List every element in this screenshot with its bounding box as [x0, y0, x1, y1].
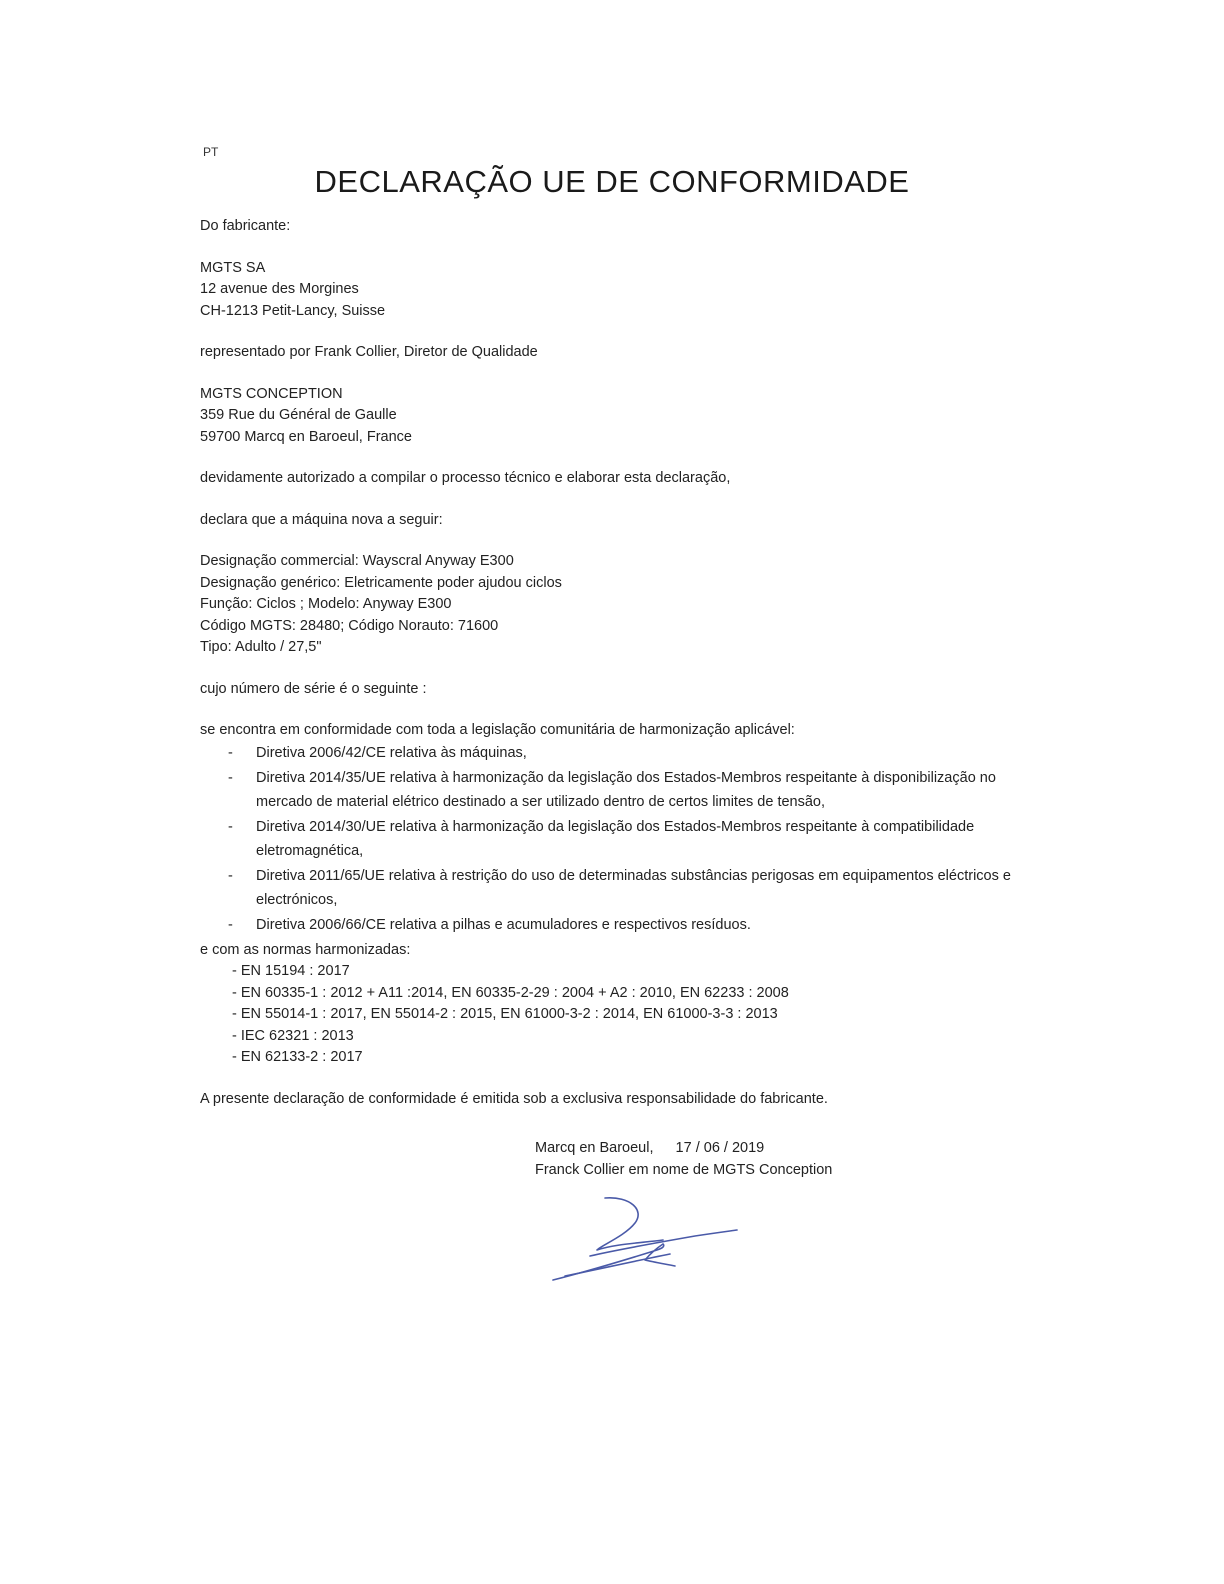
representative-address	[200, 384, 1030, 449]
directive-item: - Diretiva 2011/65/UE relativa à restrição do uso de determinadas substâncias perigosas em equipamentos eléctricos e electrónicos,	[228, 868, 1011, 908]
represented-by: representado por Frank Collier, Diretor de Qualidade	[200, 344, 538, 360]
generic-designation: Designação genérico: Eletricamente poder ajudou ciclos	[200, 574, 562, 591]
serial-number-text: cujo número de série é o seguinte :	[200, 680, 427, 697]
authorized-text: devidamente autorizado a compilar o processo técnico e elaborar esta declaração,	[200, 470, 731, 486]
commercial-designation: Designação commercial: Wayscral Anyway E300	[200, 553, 514, 569]
directives-list	[200, 742, 1030, 938]
norms-intro: e com as normas harmonizadas:	[200, 941, 411, 958]
representative-address-line1: 359 Rue du Général de Gaulle	[200, 407, 397, 423]
signature-place: Marcq en Baroeul,	[535, 1140, 654, 1156]
conformity-intro: se encontra em conformidade com toda a legislação comunitária de harmonização aplicável:	[200, 722, 795, 738]
signature-date: 17 / 06 / 2019	[675, 1140, 765, 1156]
document-title: DECLARAÇÃO UE DE CONFORMIDADE	[314, 164, 910, 199]
norm-item: - EN 55014-1 : 2017, EN 55014-2 : 2015, EN 61000-3-2 : 2014, EN 61000-3-3 : 2013	[232, 1006, 778, 1022]
machine-details	[200, 551, 1030, 659]
norm-item: - IEC 62321 : 2013	[232, 1027, 354, 1044]
product-codes: Código MGTS: 28480; Código Norauto: 71600	[200, 617, 499, 634]
directive-item: - Diretiva 2006/42/CE relativa às máquinas,	[228, 744, 527, 761]
function-model: Função: Ciclos ; Modelo: Anyway E300	[200, 596, 452, 612]
declares-text: declara que a máquina nova a seguir:	[200, 511, 443, 528]
representative-name: MGTS CONCEPTION	[200, 385, 343, 402]
representative-address-line2: 59700 Marcq en Baroeul, France	[200, 428, 412, 445]
place-and-date	[535, 1137, 832, 1159]
directive-item: - Diretiva 2014/30/UE relativa à harmonização da legislação dos Estados-Membros respeitante à compatibilidade eletromagnética,	[228, 819, 975, 859]
norm-item: - EN 15194 : 2017	[232, 963, 350, 979]
product-type: Tipo: Adulto / 27,5"	[200, 639, 322, 655]
directive-item: - Diretiva 2006/66/CE relativa a pilhas e acumuladores e respectivos resíduos.	[228, 917, 751, 933]
norms-list	[200, 961, 1030, 1069]
from-manufacturer-label: Do fabricante:	[200, 218, 291, 234]
manufacturer-name: MGTS SA	[200, 259, 266, 276]
norm-item: - EN 62133-2 : 2017	[232, 1049, 363, 1065]
signature-block	[535, 1137, 832, 1181]
responsibility-text: A presente declaração de conformidade é emitida sob a exclusiva responsabilidade do fabricante.	[200, 1090, 828, 1107]
manufacturer-address	[200, 258, 1030, 323]
manufacturer-address-line2: CH-1213 Petit-Lancy, Suisse	[200, 302, 386, 319]
language-code: PT	[203, 145, 219, 159]
manufacturer-address-line1: 12 avenue des Morgines	[200, 281, 359, 297]
directive-item: - Diretiva 2014/35/UE relativa à harmonização da legislação dos Estados-Membros respeitante à disponibilização no mercado de material elétrico destinado a ser utilizado dentro de certos limites de tensão,	[228, 770, 996, 810]
document-body	[200, 216, 1030, 1110]
norm-item: - EN 60335-1 : 2012 + A11 :2014, EN 60335-2-29 : 2004 + A2 : 2010, EN 62233 : 2008	[232, 984, 789, 1001]
handwritten-signature	[545, 1188, 745, 1288]
signatory-name: Franck Collier em nome de MGTS Conception	[535, 1162, 833, 1178]
